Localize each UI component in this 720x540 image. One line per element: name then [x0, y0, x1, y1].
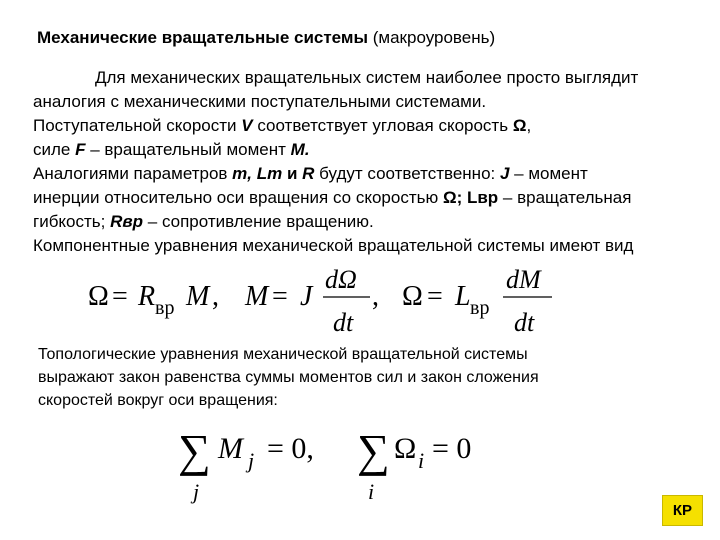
symbol-f: F	[75, 140, 86, 159]
sum-sign-1: ∑	[178, 425, 211, 476]
eq1-r-sub: вр	[155, 297, 175, 319]
eq5-i-below: i	[368, 479, 375, 504]
title-main: Механические вращательные системы	[37, 28, 369, 47]
symbol-j: J	[499, 164, 510, 183]
text: – момент	[509, 164, 588, 183]
eq3-denominator: dt	[514, 308, 535, 337]
text: – вращательный момент	[85, 140, 291, 159]
symbol-omega: Ω	[512, 116, 527, 135]
text: – сопротивление вращению.	[143, 212, 374, 231]
eq5-omega: Ω	[394, 432, 417, 465]
text: будут соответственно:	[314, 164, 500, 183]
symbol-v: V	[241, 116, 253, 135]
eq2-j: J	[300, 281, 313, 312]
topo-line-3: скоростей вокруг оси вращения:	[38, 392, 278, 409]
sum-sign-2: ∑	[357, 425, 390, 476]
kp-nav-button[interactable]: КР	[662, 495, 703, 526]
eq1-r: R	[138, 281, 156, 312]
symbol-m: М.	[290, 140, 310, 159]
symbol-rvr: Rвр	[110, 212, 144, 231]
eq4-equals-zero: = 0,	[267, 432, 314, 465]
symbol-lvr: Lвр	[466, 188, 499, 207]
symbol-lm: Lm	[256, 164, 283, 183]
para-line-2: аналогия с механическими поступательными системами.	[33, 92, 487, 111]
eq2-denominator: dt	[333, 308, 354, 337]
eq3-l-sub: вр	[470, 297, 490, 319]
text: ,	[526, 116, 532, 135]
topo-line-1: Топологические уравнения механической вращательной системы	[38, 346, 528, 363]
eq3-omega: Ω	[402, 281, 423, 312]
eq1-omega: Ω	[88, 281, 109, 312]
topo-line-2: выражают закон равенства суммы моментов сил и закон сложения	[38, 369, 539, 386]
symbol-m-small: m,	[232, 164, 252, 183]
eq4-m: M	[218, 432, 243, 465]
title-sub: (макроуровень)	[372, 28, 496, 47]
text: гибкость;	[33, 212, 111, 231]
eq1-equals: =	[112, 281, 128, 312]
eq5-i-sub: i	[418, 448, 425, 473]
eq2-numerator: dΩ	[325, 265, 357, 294]
para-line-1: Для механических вращательных систем наиболее просто выглядит	[95, 68, 639, 87]
text: силе	[33, 140, 76, 159]
symbol-r: R	[302, 164, 315, 183]
eq4-j-below: j	[193, 479, 200, 504]
eq3-equals: =	[427, 281, 443, 312]
eq2-m: M	[245, 281, 269, 312]
eq2-comma: ,	[372, 281, 379, 312]
text: и	[282, 164, 303, 183]
eq3-l: L	[455, 281, 471, 312]
para-line-8: Компонентные уравнения механической вращательной системы имеют вид	[33, 236, 634, 255]
text: Поступательной скорости	[33, 116, 242, 135]
eq5-equals-zero: = 0	[432, 432, 472, 465]
eq4-j-sub: j	[248, 448, 255, 473]
text: – вращательная	[498, 188, 632, 207]
eq2-equals: =	[272, 281, 288, 312]
text: соответствует угловая скорость	[252, 116, 513, 135]
eq1-m: M	[186, 281, 210, 312]
eq1-comma: ,	[212, 281, 219, 312]
symbol-omega: Ω;	[442, 188, 463, 207]
text: Аналогиями параметров	[33, 164, 233, 183]
text: инерции относительно оси вращения со скоростью	[33, 188, 443, 207]
eq3-numerator: dM	[506, 265, 541, 294]
